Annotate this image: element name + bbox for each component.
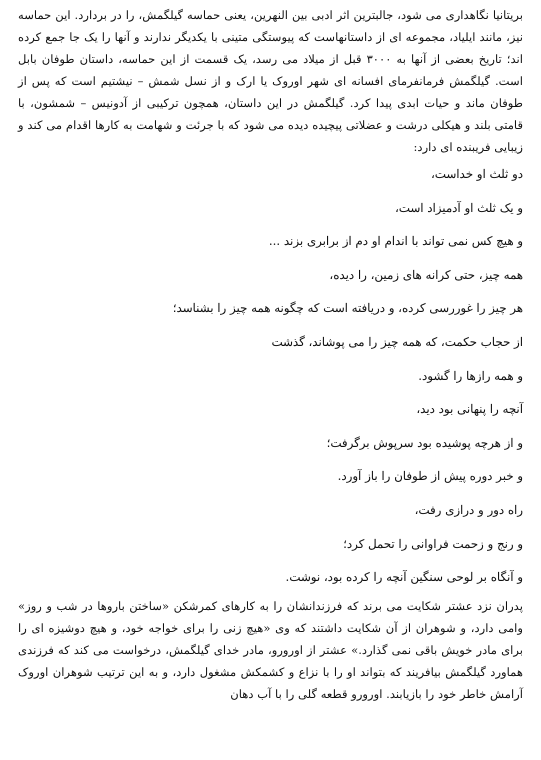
verse-line: هر چیز را غوررسی کرده، و دریافته است که چگونه همه چیز را بشناسد؛	[172, 301, 523, 316]
verse-line: و یک ثلث او آدمیزاد است،	[394, 200, 523, 215]
verse-list	[18, 164, 523, 587]
verse-line: راه دور و درازی رفت،	[414, 502, 523, 517]
verse-line: آنچه را پنهانی بود دید،	[416, 402, 523, 417]
verse-line: و آنگاه بر لوحی سنگین آنچه را کرده بود، نوشت.	[285, 570, 523, 585]
verse-line: از حجاب حکمت، که همه چیز را می پوشاند، گذشت	[271, 334, 523, 349]
verse-line: همه چیز، حتی کرانه های زمین، را دیده،	[329, 267, 523, 282]
closing-paragraph: پدران نزد عشتر شکایت می برند که فرزندانشان را به کارهای کمرشکن «ساختن باروها در شب و روز» وامی دارد، و شوهران از آن شکایت داشتند که وی «هیچ زنی را برای خواجه خود، و هیچ دوشیزه ای را برای مادر خویش باقی نمی گذارد.» عشتر از اورورو، مادر خدای گیلگمش، درخواست می کند که فرزندی هماورد گیلگمش بیافریند که بتواند او را با نزاع و کشمکش مشغول دارد، و به این ترتیب شوهران اوروک آرامش خاطر خود را بازیابند. اورورو قطعه گلی را با آب دهان	[18, 599, 523, 702]
verse-line: دو ثلث او خداست،	[431, 167, 523, 181]
verse-line: و همه رازها را گشود.	[418, 368, 523, 383]
verse-line: و از هرچه پوشیده بود سرپوش برگرفت؛	[326, 435, 523, 450]
verse-line: و رنج و زحمت فراوانی را تحمل کرد؛	[343, 536, 523, 551]
verse-line: و خبر دوره پیش از طوفان را باز آورد.	[337, 469, 523, 484]
verse-line: و هیچ کس نمی تواند با اندام او دم از برابری بزند ...	[268, 234, 523, 249]
intro-paragraph: بریتانیا نگاهداری می شود، جالبترین اثر ادبی بین النهرین، یعنی حماسه گیلگمش، را در بردارد. این حماسه نیز، مانند ایلیاد، مجموعه ای از داستانهاست که پیوستگی متینی با یکدیگر ندارند و آنها را یک جا جمع کرده اند؛ تاریخ بعضی از آنها به ۳۰۰۰ قبل از میلاد می رسد، یک قسمت از این حماسه، داستان طوفان بابل است. گیلگمش فرمانفرمای افسانه ای شهر اوروک یا ارک و از نسل شمش – نیشتیم است که پس از طوفان ماند و حیات ابدی پیدا کرد. گیلگمش در این داستان، همچون ترکیبی از آدونیس – شمشون، با قامتی بلند و هیکلی درشت و عضلاتی پیچیده دیده می شود که با جرئت و شهامت به کارها اقدام می کند و زیبایی فریبنده ای دارد:	[18, 8, 523, 154]
